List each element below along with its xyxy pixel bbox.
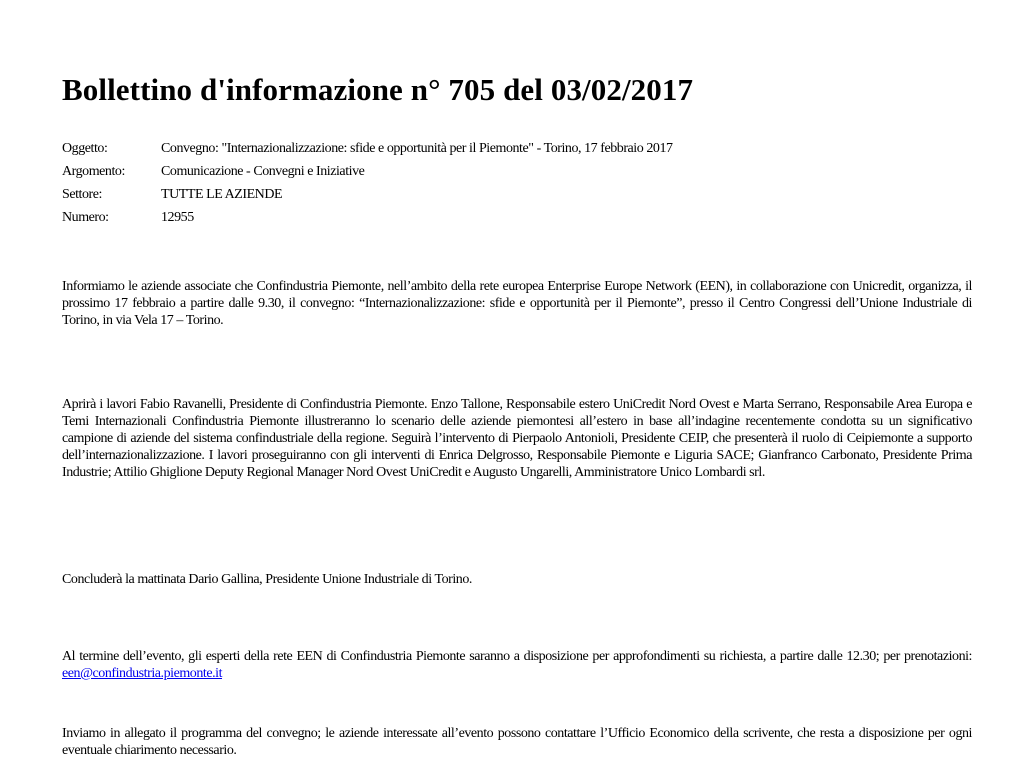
meta-row-numero: [62, 206, 673, 229]
meta-row-argomento: [62, 160, 673, 183]
meta-label: Oggetto:: [62, 141, 108, 156]
meta-label: Settore:: [62, 187, 102, 202]
meta-label: Argomento:: [62, 164, 125, 179]
meta-value-number: 12955: [161, 210, 194, 225]
meta-label: Numero:: [62, 210, 109, 225]
paragraph-attachment: Inviamo in allegato il programma del convegno; le aziende interessate all’evento possono contattare l’Ufficio Economico della scrivente, che resta a disposizione per ogni eventuale chiarimento necessario.: [62, 726, 972, 758]
paragraph-speakers: Aprirà i lavori Fabio Ravanelli, Presidente di Confindustria Piemonte. Enzo Tallone, Responsabile estero UniCredit Nord Ovest e Marta Serrano, Responsabile Area Europa e Temi Internazionali Confindustria Piemonte illustreranno lo scenario delle aziende piemontesi all’estero in base all’indagine recentemente condotta su un significativo campione di aziende del sistema confindustriale della regione. Seguirà l’intervento di Pierpaolo Antonioli, Presidente CEIP, che presenterà il ruolo di Ceipiemonte a supporto dell’internazionalizzazione. I lavori proseguiranno con gli interventi di Enrica Delgrosso, Responsabile Piemonte e Liguria SACE; Gianfranco Carbonato, Presidente Prima Industrie; Attilio Ghiglione Deputy Regional Manager Nord Ovest UniCredit e Augusto Ungarelli, Amministratore Unico Lombardi srl.: [62, 397, 972, 480]
metadata-table: [62, 137, 673, 229]
email-link[interactable]: een@confindustria.piemonte.it: [62, 666, 223, 681]
meta-row-settore: [62, 183, 673, 206]
paragraph-intro: Informiamo le aziende associate che Confindustria Piemonte, nell’ambito della rete europea Enterprise Europe Network (EEN), in collaborazione con Unicredit, organizza, il prossimo 17 febbraio a partire dalle 9.30, il convegno: “Internazionalizzazione: sfide e opportunità per il Piemonte”, presso il Centro Congressi dell’Unione Industriale di Torino, in via Vela 17 – Torino.: [62, 279, 972, 328]
booking-text: Al termine dell’evento, gli esperti della rete EEN di Confindustria Piemonte saranno a disposizione per approfondimenti su richiesta, a partire dalle 12.30; per prenotazioni:: [62, 649, 972, 664]
meta-value-sector: TUTTE LE AZIENDE: [161, 187, 283, 202]
meta-row-oggetto: [62, 137, 673, 160]
meta-value-topic: Comunicazione - Convegni e Iniziative: [161, 164, 365, 179]
paragraph-closing-speaker: Concluderà la mattinata Dario Gallina, Presidente Unione Industriale di Torino.: [62, 572, 472, 587]
paragraph-booking: [62, 648, 972, 682]
page-title: Bollettino d'informazione n° 705 del 03/02/2017: [62, 72, 694, 107]
meta-value-subject: Convegno: "Internazionalizzazione: sfide e opportunità per il Piemonte" - Torino, 17 febbraio 2017: [161, 141, 673, 156]
